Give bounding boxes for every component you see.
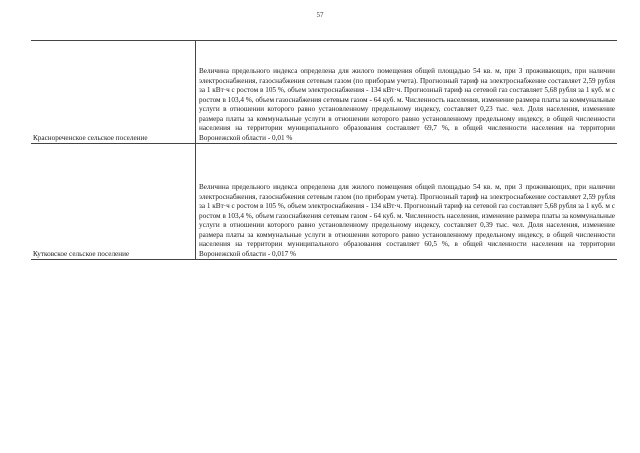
- settlement-index-table: [31, 40, 617, 260]
- description-cell: [196, 144, 618, 260]
- table-row: [31, 41, 617, 144]
- description-text: Величина предельного индекса определена для жилого помещения общей площадью 54 кв. м, при 3 проживающих, при наличии электроснабжения, газоснабжения сетевым газом (по приборам учета). Прогнозный тариф на электроснабжение составляет 2,59 рубля за 1 кВт·ч с ростом в 105 %, объем электроснабжения - 134 кВт·ч. Прогнозный тариф на сетевой газ составляет 5,68 рубля за 1 куб. м с ростом в 103,4 %, объем газоснабжения сетевым газом - 64 куб. м. Численность населения, изменение размера платы за коммунальные услуги в отношении которого равно установленному предельному индексу, составляет 0,39 тыс. чел. Доля населения, изменение размера платы за коммунальные услуги в отношении которого равно установленному предельному индексу, в общей численности населения на территории муниципального образования составляет 60,5 %, в общей численности населения на территории Воронежской области - 0,017 %: [199, 183, 615, 258]
- settlement-name-cell: Кутковское сельское поселение: [31, 144, 196, 260]
- table-row: [31, 144, 617, 260]
- description-text: Величина предельного индекса определена для жилого помещения общей площадью 54 кв. м, при 3 проживающих, при наличии электроснабжения, газоснабжения сетевым газом (по приборам учета). Прогнозный тариф на электроснабжение составляет 2,59 рубля за 1 кВт·ч с ростом в 105 %, объем электроснабжения - 134 кВт·ч. Прогнозный тариф на сетевой газ составляет 5,68 рубля за 1 куб. м с ростом в 103,4 %, объем газоснабжения сетевым газом - 64 куб. м. Численность населения, изменение размера платы за коммунальные услуги в отношении которого равно установленному предельному индексу, составляет 0,23 тыс. чел. Доля населения, изменение размера платы за коммунальные услуги в отношении которого равно установленному предельному индексу, в общей численности населения на территории муниципального образования составляет 69,7 %, в общей численности населения на территории Воронежской области - 0,01 %: [199, 67, 615, 142]
- description-cell: [196, 41, 618, 144]
- page-number: 57: [316, 11, 324, 19]
- settlement-name-cell: Краснореченское сельское поселение: [31, 41, 196, 144]
